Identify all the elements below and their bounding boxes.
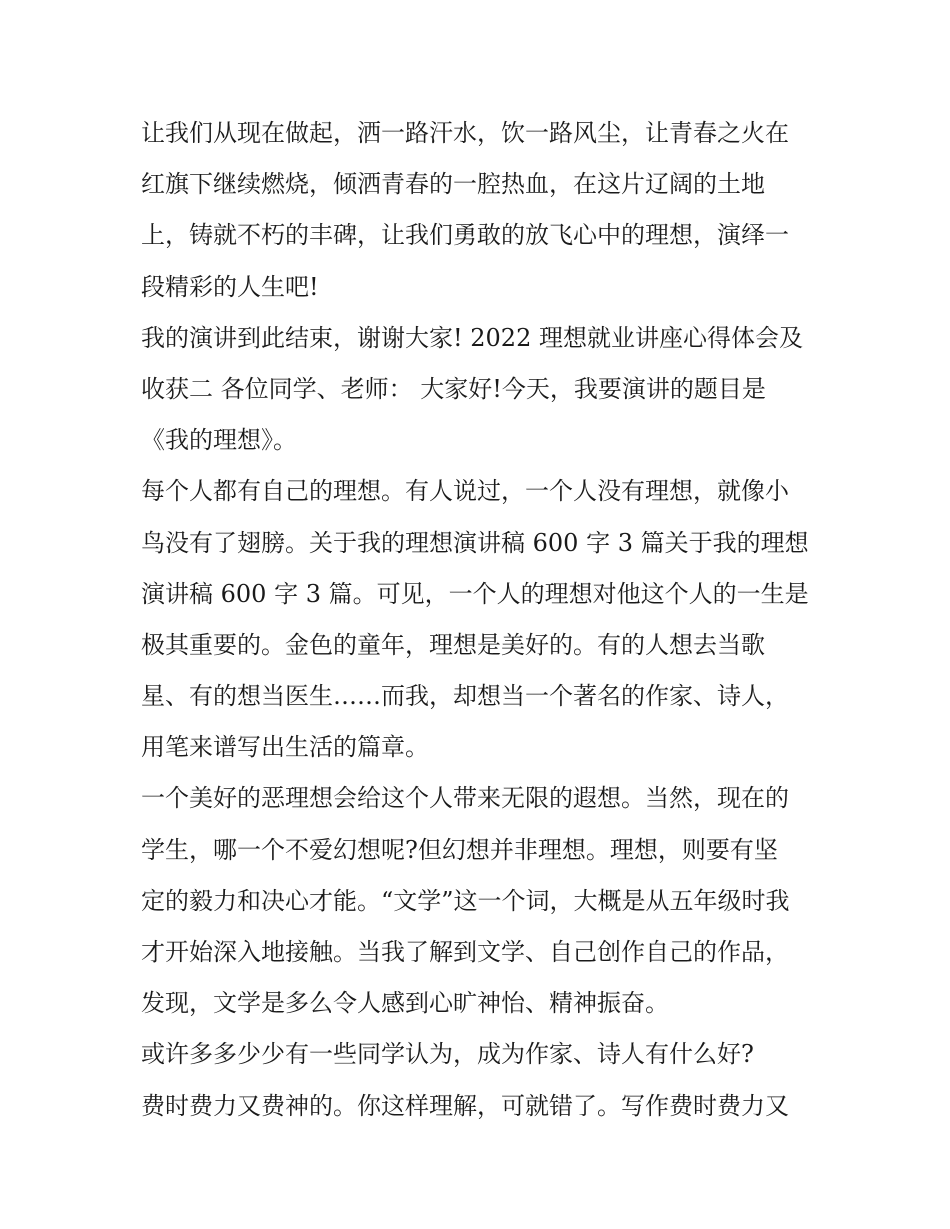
text-line: 每个人都有自己的理想。有人说过，一个人没有理想，就像小 [141,477,789,506]
body-text [141,108,831,1132]
text-line: 鸟没有了翅膀。关于我的理想演讲稿 600 字 3 篇关于我的理想 [141,528,809,557]
text-line: 发现，文学是多么令人感到心旷神怡、精神振奋。 [141,989,669,1018]
text-line: 段精彩的人生吧! [141,272,319,301]
text-line: 费时费力又费神的。你这样理解，可就错了。写作费时费力又 [141,1091,789,1120]
text-line: 定的毅力和决心才能。“文学”这一个词，大概是从五年级时我 [141,886,790,915]
text-line: 让我们从现在做起，洒一路汗水，饮一路风尘，让青春之火在 [141,119,789,147]
text-line: 上，铸就不朽的丰碑，让我们勇敢的放飞心中的理想，演绎一 [141,221,789,250]
text-line: 或许多多少少有一些同学认为，成为作家、诗人有什么好? [141,1040,754,1069]
text-line: 《我的理想》。 [141,426,297,455]
text-line: 红旗下继续燃烧，倾洒青春的一腔热血，在这片辽阔的土地 [141,170,765,199]
text-line: 收获二 各位同学、老师： 大家好!今天，我要演讲的题目是 [141,374,766,403]
text-line: 学生，哪一个不爱幻想呢?但幻想并非理想。理想，则要有坚 [141,835,778,864]
text-line: 星、有的想当医生……而我，却想当一个著名的作家、诗人， [141,682,789,711]
text-line: 演讲稿 600 字 3 篇。可见，一个人的理想对他这个人的一生是 [141,579,809,608]
text-line: 极其重要的。金色的童年，理想是美好的。有的人想去当歌 [141,630,765,659]
text-line: 我的演讲到此结束，谢谢大家! 2022 理想就业讲座心得体会及 [141,323,803,352]
text-line: 用笔来谱写出生活的篇章。 [141,733,429,762]
text-line: 一个美好的恶理想会给这个人带来无限的遐想。当然，现在的 [141,784,789,813]
text-line: 才开始深入地接触。当我了解到文学、自己创作自己的作品， [141,938,789,966]
